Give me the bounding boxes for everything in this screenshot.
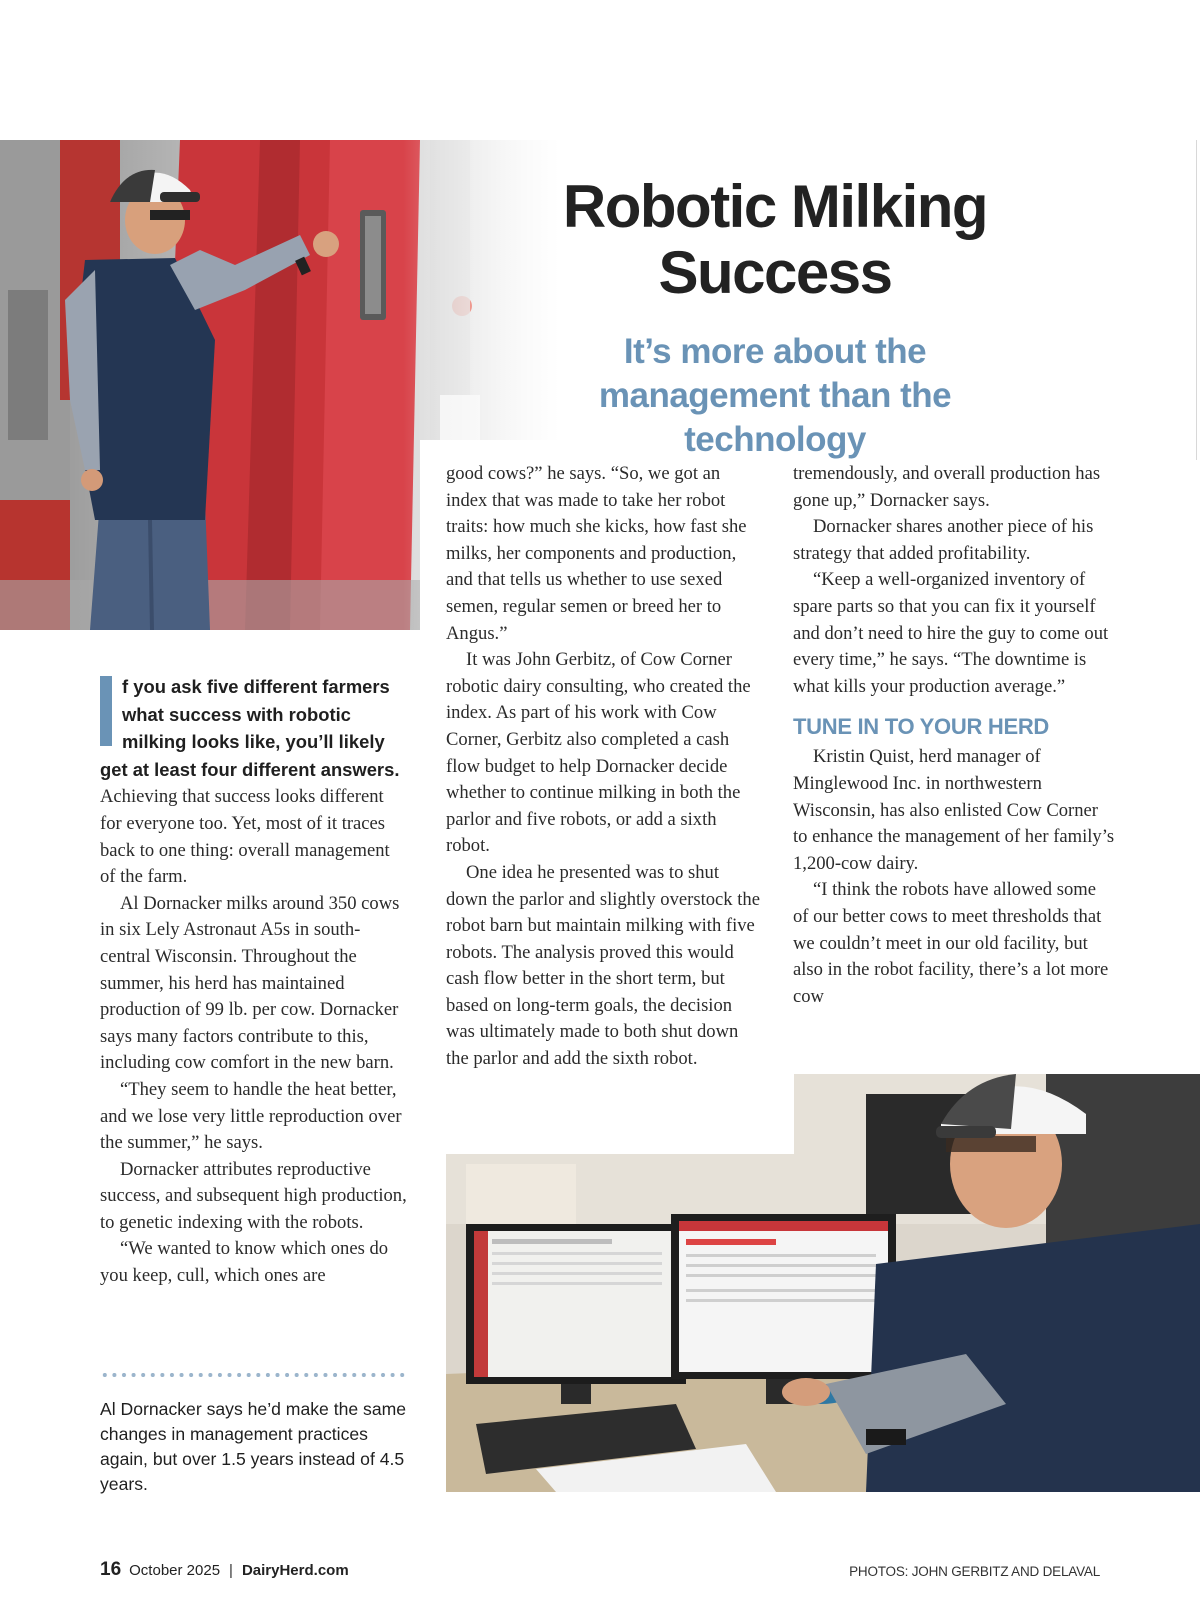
lead-text: f you ask five different farmers what success with robotic milking looks like, you’ll likely get at least four different answers.: [100, 676, 400, 780]
lead-continued: Achieving that success looks different for everyone too. Yet, most of it traces back to one thing: overall management of the farm.: [100, 786, 390, 888]
column-2: [446, 461, 764, 1099]
footer-divider: |: [229, 1562, 233, 1579]
photo-credit: PHOTOS: JOHN GERBITZ AND DELAVAL: [849, 1564, 1100, 1579]
issue-date: October 2025: [129, 1562, 221, 1579]
site-link[interactable]: DairyHerd.com: [241, 1562, 349, 1579]
article-deck: It’s more about the management than the technology: [598, 332, 952, 459]
paragraph: Al Dornacker milks around 350 cows in six Lely Astronaut A5s in south-central Wisconsin. Throughout the summer, his herd has maintained production of 99 lb. per cow. Dornacker says many factors contribute to this, including cow comfort in the new barn.: [100, 892, 400, 1074]
column-3: [793, 461, 1115, 1010]
page-edge-line: [1196, 140, 1197, 460]
paragraph: “We wanted to know which ones do you keep, cull, which ones are: [100, 1238, 389, 1287]
section-subhead: TUNE IN TO YOUR HERD: [793, 714, 1049, 740]
paragraph: tremendously, and overall production has gone up,” Dornacker says.: [793, 463, 1101, 511]
column-1: [100, 674, 408, 1290]
photo-caption: Al Dornacker says he’d make the same changes in management practices again, but over 1.5 years instead of 4.5 years.: [100, 1399, 407, 1494]
paragraph: One idea he presented was to shut down the parlor and slightly overstock the robot barn but maintain milking with five robots. The analysis proved this would cash flow better in the short term, but based on long-term goals, the decision was ultimately made to both shut down the parlor and add the sixth robot.: [446, 861, 760, 1070]
paragraph: “Keep a well-organized inventory of spare parts so that you can fix it yourself and don’t need to hire the guy to come out every time,” he says. “The downtime is what kills your production average.”: [793, 569, 1109, 697]
article-headline: Robotic Milking Success: [562, 173, 988, 306]
paragraph: It was John Gerbitz, of Cow Corner robotic dairy consulting, who created the index. As part of his work with Cow Corner, Gerbitz also completed a cash flow budget to help Dornacker decide whether to continue milking in both the parlor and five robots, or add a sixth robot.: [446, 649, 751, 857]
paragraph: “I think the robots have allowed some of our better cows to meet thresholds that we couldn’t meet in our old facility, but also in the robot facility, there’s a lot more cow: [793, 879, 1109, 1007]
drop-cap-bar: [100, 676, 112, 746]
paragraph: good cows?” he says. “So, we got an index that was made to take her robot traits: how much she kicks, how fast she milks, her components and production, and that tells us whether to use sexed semen, regular semen or breed her to Angus.”: [446, 463, 747, 644]
page-number: 16: [100, 1559, 122, 1580]
paragraph: Dornacker shares another piece of his strategy that added profitability.: [793, 516, 1094, 564]
paragraph: Kristin Quist, herd manager of Minglewood Inc. in northwestern Wisconsin, has also enlisted Cow Corner to enhance the management of her family’s 1,200-cow dairy.: [793, 746, 1115, 874]
caption-dotted-rule: [100, 1372, 408, 1378]
paragraph: “They seem to handle the heat better, and we lose very little reproduction over the summer,” he says.: [100, 1078, 402, 1154]
photo-notch-mask: [446, 1074, 794, 1154]
paragraph: Dornacker attributes reproductive success, and subsequent high production, to genetic indexing with the robots.: [100, 1158, 407, 1233]
lead-paragraph: [100, 674, 408, 891]
page-footer: [100, 1559, 349, 1581]
